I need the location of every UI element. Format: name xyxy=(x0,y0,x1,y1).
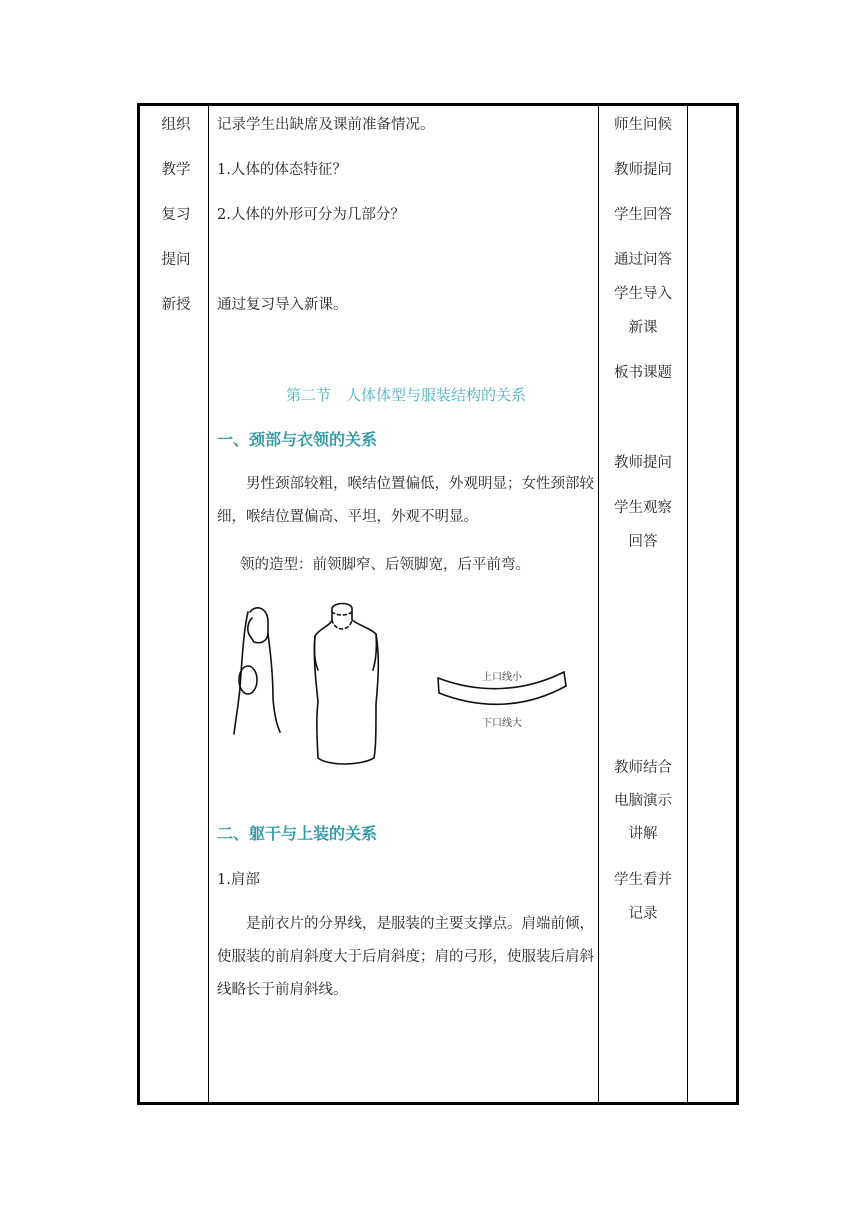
right-note-teacher-asks-2: 教师提问 xyxy=(614,455,672,471)
content-line-question-1: 1.人体的体态特征？ xyxy=(217,162,347,178)
left-label-new-lesson: 新授 xyxy=(161,297,191,313)
heading-torso-upper-garment: 二、躯干与上装的关系 xyxy=(217,824,378,843)
right-note-record-2: 记录 xyxy=(628,906,658,922)
subheading-shoulder: 1.肩部 xyxy=(217,872,260,888)
right-note-demo-1: 教师结合 xyxy=(614,760,672,776)
content-line-intro: 通过复习导入新课。 xyxy=(217,297,348,313)
section-title: 第二节 人体体型与服装结构的关系 xyxy=(286,386,527,404)
figure-label-bottom: 下口线大 xyxy=(482,718,522,729)
right-note-demo-3: 讲解 xyxy=(628,826,658,842)
column-divider-1 xyxy=(208,106,209,1102)
right-note-teacher-asks: 教师提问 xyxy=(614,162,672,178)
right-note-record-1: 学生看并 xyxy=(614,872,672,888)
left-label-question: 提问 xyxy=(161,252,191,268)
right-note-students-answer: 学生回答 xyxy=(614,207,672,223)
content-line-attendance: 记录学生出缺席及课前准备情况。 xyxy=(217,117,435,133)
right-note-qa-1: 通过问答 xyxy=(614,252,672,268)
side-neck-figure-icon xyxy=(234,608,280,734)
right-note-greeting: 师生问候 xyxy=(614,117,672,133)
paragraph-collar-shape: 领的造型：前领脚窄、后领脚宽，后平前弯。 xyxy=(240,557,530,573)
column-divider-2 xyxy=(598,106,599,1102)
left-label-review: 复习 xyxy=(161,207,191,223)
right-note-board-title: 板书课题 xyxy=(614,365,672,381)
content-line-question-2: 2.人体的外形可分为几部分？ xyxy=(217,207,405,223)
right-note-observe-1: 学生观察 xyxy=(614,500,672,516)
right-note-demo-2: 电脑演示 xyxy=(614,793,672,809)
front-torso-figure-icon xyxy=(314,604,378,765)
right-note-qa-3: 新课 xyxy=(628,320,658,336)
heading-neck-collar: 一、颈部与衣领的关系 xyxy=(217,430,378,449)
paragraph-shoulder: 是前衣片的分界线，是服装的主要支撑点。肩端前倾，使服装的前肩斜度大于后肩斜度；肩的弓形，使服装后肩斜线略长于前肩斜线。 xyxy=(217,916,594,998)
left-label-organize: 组织 xyxy=(161,117,191,133)
collar-illustration xyxy=(220,598,580,778)
right-note-qa-2: 学生导入 xyxy=(614,286,672,302)
figure-label-top: 上口线小 xyxy=(482,672,522,683)
column-divider-3 xyxy=(687,106,688,1102)
right-note-observe-2: 回答 xyxy=(628,534,658,550)
left-label-teaching: 教学 xyxy=(161,162,191,178)
paragraph-neck: 男性颈部较粗，喉结位置偏低，外观明显；女性颈部较细，喉结位置偏高、平坦，外观不明显。 xyxy=(217,476,594,525)
